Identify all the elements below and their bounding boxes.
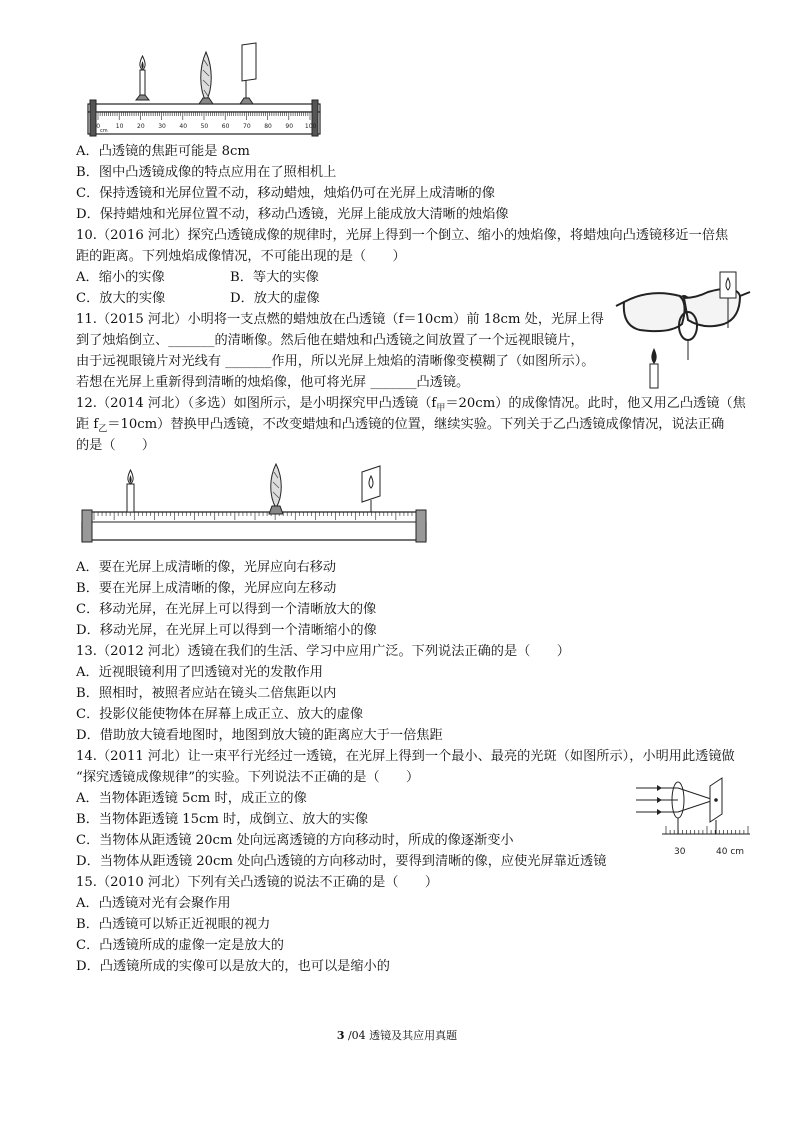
q15-stem: 15.（2010 河北）下列有关凸透镜的说法不正确的是（ ） bbox=[76, 875, 439, 890]
q9-option-b: B．图中凸透镜成像的特点应用在了照相机上 bbox=[76, 165, 337, 180]
ruler-label: 90 bbox=[285, 123, 294, 130]
q14-option-a: A．当物体距透镜 5cm 时，成正立的像 bbox=[76, 791, 307, 806]
q12-line2: 距 $f_乙=10cm$）替换甲凸透镜，不改变蜡烛和凸透镜的位置，继续实验。下列关于乙凸透镜成像情况，说法正确 bbox=[76, 417, 725, 435]
q10-option-b: B．等大的实像 bbox=[230, 270, 319, 285]
q11-line3: 由于远视眼镜片对光线有 _______作用，所以光屏上烛焰的清晰像变模糊了（如图所示）。 bbox=[76, 354, 595, 369]
glasses-experiment-figure bbox=[610, 268, 760, 393]
q14-stem-line2: “探究透镜成像规律”的实验。下列说法不正确的是（ ） bbox=[76, 770, 420, 785]
ruler-label: 40 bbox=[179, 123, 188, 130]
q12-line3: 的是（ ） bbox=[76, 438, 156, 453]
q9-option-a: A．凸透镜的焦距可能是 8cm bbox=[76, 144, 250, 159]
page-number: 3 bbox=[336, 1029, 345, 1042]
q10-stem-line1: 10.（2016 河北）探究凸透镜成像的规律时，光屏上得到一个倒立、缩小的烛焰像，将蜡烛向凸透镜移近一倍焦 bbox=[76, 228, 729, 243]
q15-option-a: A．凸透镜对光有会聚作用 bbox=[76, 896, 231, 911]
q15-option-c: C．凸透镜所成的虚像一定是放大的 bbox=[76, 938, 284, 953]
q10-option-a: A．缩小的实像 bbox=[76, 270, 165, 285]
ruler-label: 70 bbox=[243, 123, 251, 130]
q13-option-d: D．借助放大镜看地图时，地图到放大镜的距离应大于一倍焦距 bbox=[76, 728, 443, 743]
ruler-label: 0 bbox=[96, 123, 101, 130]
ruler-label: 20 bbox=[137, 123, 145, 130]
q9-option-c: C．保持透镜和光屏位置不动，移动蜡烛，烛焰仍可在光屏上成清晰的像 bbox=[76, 186, 495, 201]
q15-option-b: B．凸透镜可以矫正近视眼的视力 bbox=[76, 917, 271, 932]
q12-option-c: C．移动光屏，在光屏上可以得到一个清晰放大的像 bbox=[76, 602, 377, 617]
ruler-label: 10 bbox=[115, 123, 124, 130]
q10-option-d: D．放大的虚像 bbox=[230, 291, 320, 306]
q13-option-b: B．照相时，被照者应站在镜头二倍焦距以内 bbox=[76, 686, 337, 701]
footer-title: /04 透镜及其应用真题 bbox=[344, 1029, 458, 1042]
q10-stem-line2: 距的距离。下列烛焰成像情况，不可能出现的是（ ） bbox=[76, 249, 406, 264]
q12-line1: 12.（2014 河北）（多选）如图所示，是小明探究甲凸透镜$(f_甲=20cm)$的成像情况。此时，他又用乙凸透镜（焦 bbox=[76, 396, 746, 414]
q11-line4: 若想在光屏上重新得到清晰的烛焰像，他可将光屏 _______凸透镜。 bbox=[76, 375, 470, 390]
ruler-label: 60 bbox=[221, 123, 230, 130]
ruler-label: 80 bbox=[264, 123, 272, 130]
q12-option-d: D．移动光屏，在光屏上可以得到一个清晰缩小的像 bbox=[76, 623, 377, 638]
rail-unit: cm bbox=[100, 128, 108, 134]
q14-stem-line1: 14.（2011 河北）让一束平行光经过一透镜，在光屏上得到一个最小、最亮的光斑（如图所示），小明用此透镜做 bbox=[76, 749, 735, 764]
optical-bench-figure-1 bbox=[78, 40, 328, 140]
ruler-label: 30 bbox=[158, 123, 166, 130]
q13-option-a: A．近视眼镜利用了凹透镜对光的发散作用 bbox=[76, 665, 323, 680]
fig-label-40cm: 40 cm bbox=[716, 847, 745, 857]
q14-option-d: D．当物体从距透镜 20cm 处向凸透镜的方向移动时，要得到清晰的像，应使光屏靠近透镜 bbox=[76, 854, 607, 869]
fig-label-30: 30 bbox=[674, 847, 686, 857]
ruler-label: 50 bbox=[200, 123, 209, 130]
q13-stem: 13.（2012 河北）透镜在我们的生活、学习中应用广泛。下列说法正确的是（ ） bbox=[76, 644, 570, 659]
subscript-yi: 乙 bbox=[98, 424, 108, 435]
q14-option-c: C．当物体从距透镜 20cm 处向远离透镜的方向移动时，所成的像逐渐变小 bbox=[76, 833, 514, 848]
q10-option-c: C．放大的实像 bbox=[76, 291, 166, 306]
subscript-jia: 甲 bbox=[436, 403, 446, 414]
optical-bench-figure-2 bbox=[76, 462, 436, 550]
q13-option-c: C．投影仪能使物体在屏幕上成正立、放大的虚像 bbox=[76, 707, 364, 722]
q11-line1: 11.（2015 河北）小明将一支点燃的蜡烛放在凸透镜（f＝10cm）前 18cm 处，光屏上得 bbox=[76, 312, 604, 327]
q15-option-d: D．凸透镜所成的实像可以是放大的，也可以是缩小的 bbox=[76, 959, 390, 974]
q14-option-b: B．当物体距透镜 15cm 时，成倒立、放大的实像 bbox=[76, 812, 369, 827]
q12-option-a: A．要在光屏上成清晰的像，光屏应向右移动 bbox=[76, 560, 337, 575]
q11-line2: 到了烛焰倒立、_______的清晰像。然后他在蜡烛和凸透镜之间放置了一个远视眼镜片， bbox=[76, 333, 584, 348]
page-footer bbox=[0, 1027, 794, 1043]
q12-option-b: B．要在光屏上成清晰的像，光屏应向左移动 bbox=[76, 581, 337, 596]
focal-length-figure bbox=[632, 774, 756, 866]
ruler-label: 100 bbox=[304, 123, 317, 130]
q9-option-d: D．保持蜡烛和光屏位置不动，移动凸透镜，光屏上能成放大清晰的烛焰像 bbox=[76, 207, 509, 222]
